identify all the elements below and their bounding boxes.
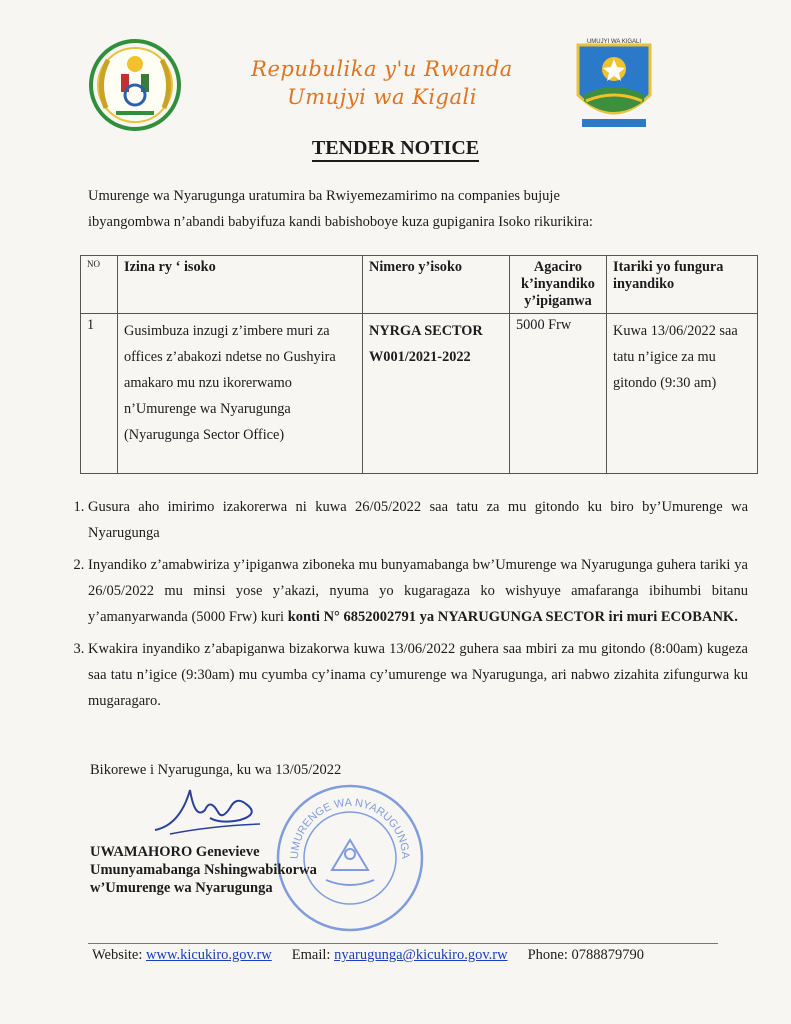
col-header-value: Agaciro k’inyandiko y’ipiganwa [510, 256, 607, 314]
list-item: 3. Kwakira inyandiko z’abapiganwa bizakorwa kuwa 13/06/2022 guhera saa mbiri za mu gitondo (8:00am) kugeza saa tatu n’igice (9:30am) mu cyumba cy’inama cy’umurenge wa Nyarugunga, ari nabwo zizahita zifungurwa ku mugaragaro. [88, 636, 748, 714]
cell-date: Kuwa 13/06/2022 saa tatu n’igice za mu gitondo (9:30 am) [607, 314, 758, 474]
table-header-row [81, 256, 758, 314]
footer-email: Email: nyarugunga@kicukiro.gov.rw [291, 947, 508, 963]
umujyi-wa-kigali-logo [568, 35, 660, 131]
cell-name: Gusimbuza inzugi z’imbere muri za offices z’abakozi ndetse no Gushyira amakaro mu nzu ikorerwamo n’Umurenge wa Nyarugunga (Nyarugunga Sector Office) [118, 314, 363, 474]
signer-block [90, 843, 317, 897]
header-line1: Repubulika y'u Rwanda [251, 57, 513, 81]
header-line2: Umujyi wa Kigali [287, 85, 477, 109]
intro-line1: Umurenge wa Nyarugunga uratumira ba Rwiyemezamirimo na companies bujuje [88, 188, 560, 204]
col-header-name: Izina ry ‘ isoko [118, 256, 363, 314]
website-link[interactable]: www.kicukiro.gov.rw [146, 947, 272, 963]
bank-account: konti N° 6852002791 ya NYARUGUNGA SECTOR iri muri ECOBANK. [287, 609, 738, 625]
signer-title: Umunyamabanga Nshingwabikorwa [90, 862, 317, 878]
footer-phone: Phone: 0788879790 [527, 947, 644, 963]
email-link[interactable]: nyarugunga@kicukiro.gov.rw [334, 947, 508, 963]
cell-value: 5000 Frw [510, 314, 607, 474]
item-two-text: Inyandiko z’amabwiriza y’ipiganwa ziboneka mu bunyamabanga bw’Umurenge wa Nyarugunga guhera tariki ya 26/05/2022 mu minsi yose y’akazi, nyuma yo kugaragaza ko wishyuye amafaranga ibihumbi bitanu y’amanyarwanda (5000 Frw) kuri [88, 557, 748, 625]
footer-website: Website: www.kicukiro.gov.rw [92, 947, 272, 963]
footer [92, 947, 722, 964]
signer-org: w’Umurenge wa Nyarugunga [90, 880, 273, 896]
page-title: TENDER NOTICE [0, 137, 791, 160]
cell-ref: NYRGA SECTOR W001/2021-2022 [363, 314, 510, 474]
col-header-date: Itariki yo fungura inyandiko [607, 256, 758, 314]
signoff-date: Bikorewe i Nyarugunga, ku wa 13/05/2022 [90, 762, 342, 778]
table-row [81, 314, 758, 474]
col-header-ref: Nimero y’isoko [363, 256, 510, 314]
intro-line2: ibyangombwa n’abandi babyifuza kandi babishoboye kuza gupiganira Isoko rikurikira: [88, 214, 593, 230]
tender-table [80, 255, 758, 474]
svg-text:UMUJYI WA KIGALI: UMUJYI WA KIGALI [586, 39, 642, 45]
conditions-list [60, 494, 748, 720]
rwanda-coat-of-arms-icon [86, 38, 184, 132]
col-header-no: NO [81, 256, 118, 314]
list-item [88, 552, 748, 630]
svg-text:UMURENGE WA NYARUGUNGA: UMURENGE WA NYARUGUNGA [288, 796, 412, 860]
cell-no: 1 [81, 314, 118, 474]
signature [150, 780, 270, 840]
signer-name: UWAMAHORO Genevieve [90, 844, 260, 860]
footer-divider [88, 943, 718, 944]
list-item: 1. Gusura aho imirimo izakorerwa ni kuwa 26/05/2022 saa tatu za mu gitondo ku biro by’Umurenge wa Nyarugunga [88, 494, 748, 546]
